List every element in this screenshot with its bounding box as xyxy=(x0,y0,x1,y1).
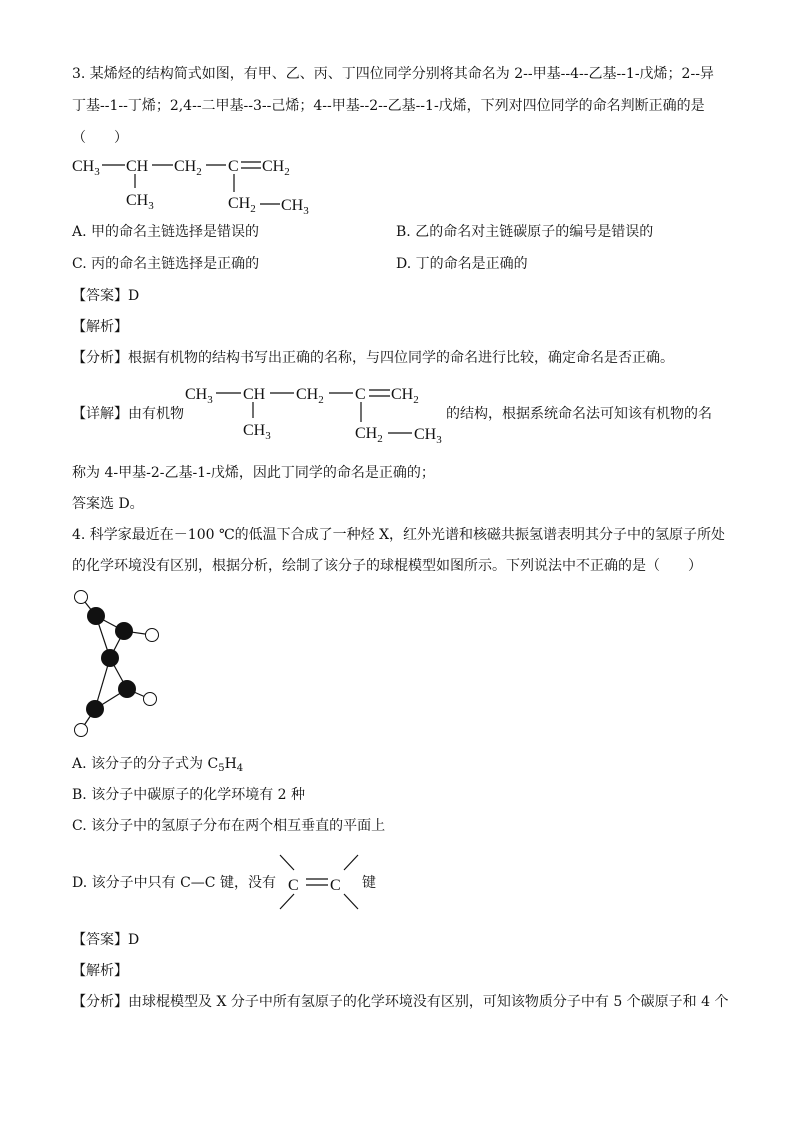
q3-structure-formula xyxy=(70,150,320,220)
svg-text:C: C xyxy=(355,386,366,403)
c-atom-2 xyxy=(115,622,133,640)
q3-struct-ch2-b: $CH_2$ xyxy=(228,195,256,215)
q3-option-c: C. 丙的命名主链选择是正确的 xyxy=(72,256,260,272)
q3-option-b: B. 乙的命名对主链碳原子的编号是错误的 xyxy=(396,224,654,240)
svg-text:CH3: $CH_3$ xyxy=(185,386,213,406)
q3-answer: 【答案】D xyxy=(72,288,140,304)
q4-ball-stick-model xyxy=(65,585,175,745)
q3-struct-ch: CH xyxy=(126,158,149,175)
q4-double-bond-symbol xyxy=(274,852,364,912)
q3-struct-c: C xyxy=(228,158,239,175)
q4-stem-line2: 的化学环境没有区别，根据分析，绘制了该分子的球棍模型如图所示。下列说法中不正确的是（ ） xyxy=(72,558,702,574)
q4-option-d-suffix: 键 xyxy=(362,875,376,891)
q4-stem-line1: 4. 科学家最近在－100 ℃的低温下合成了一种烃 X，红外光谱和核磁共振氢谱表明其分子中的氢原子所处 xyxy=(72,527,726,543)
c-atom-3 xyxy=(118,680,136,698)
q4-option-c: C. 该分子中的氢原子分布在两个相互垂直的平面上 xyxy=(72,818,386,834)
q3-analysis-heading: 【解析】 xyxy=(72,319,128,335)
c-atom-1 xyxy=(87,607,105,625)
c-atom-center xyxy=(101,649,119,667)
q3-detail-line2: 称为 4-甲基-2-乙基-1-戊烯，因此丁同学的命名是正确的； xyxy=(72,465,435,481)
q3-stem-line3: （ ） xyxy=(72,130,128,146)
svg-text:CH3: $CH_3$ xyxy=(243,422,271,442)
q3-detail-prefix: 【详解】由有机物 xyxy=(72,406,184,422)
q4-analysis-heading: 【解析】 xyxy=(72,963,128,979)
q3-stem-line1: 3. 某烯烃的结构简式如图，有甲、乙、丙、丁四位同学分别将其命名为 2--甲基--4--乙基--1-戊烯；2--异 xyxy=(72,66,714,82)
q3-struct-ch3-b: $CH_3$ xyxy=(126,192,154,212)
svg-text:CH: CH xyxy=(243,386,266,403)
q3-detail-suffix: 的结构，根据系统命名法可知该有机物的名 xyxy=(446,406,712,422)
q3-analysis: 【分析】根据有机物的结构书写出正确的名称，与四位同学的命名进行比较，确定命名是否正确。 xyxy=(72,350,674,366)
svg-text:CH2: $CH_2$ xyxy=(391,386,419,406)
q4-option-a: A. 该分子的分子式为 $C_5H_4$ xyxy=(72,756,244,774)
q3-detail-line3: 答案选 D。 xyxy=(72,496,144,512)
q3-struct-ch3-c: $CH_3$ xyxy=(281,197,309,217)
c-atom-4 xyxy=(86,700,104,718)
svg-text:CH2: $CH_2$ xyxy=(355,425,383,445)
svg-text:CH2: $CH_2$ xyxy=(296,386,324,406)
h-atom-4 xyxy=(75,724,88,737)
h-atom-2 xyxy=(146,629,159,642)
q4-option-d-prefix: D. 该分子中只有 C—C 键，没有 xyxy=(72,875,276,891)
q4-option-b: B. 该分子中碳原子的化学环境有 2 种 xyxy=(72,787,305,803)
q4-answer: 【答案】D xyxy=(72,932,140,948)
h-atom-3 xyxy=(144,693,157,706)
q3-detail-structure-formula xyxy=(183,378,448,450)
q3-stem-line2: 丁基--1--丁烯；2,4--二甲基--3--己烯；4--甲基--2--乙基--1-戊烯，下列对四位同学的命名判断正确的是 xyxy=(72,98,705,114)
q3-struct-ch2-a: $CH_2$ xyxy=(174,158,202,178)
svg-text:C: C xyxy=(288,877,299,894)
svg-text:CH3: $CH_3$ xyxy=(414,426,442,446)
q4-analysis: 【分析】由球棍模型及 X 分子中所有氢原子的化学环境没有区别，可知该物质分子中有 5 个碳原子和 4 个 xyxy=(72,994,729,1010)
q3-option-d: D. 丁的命名是正确的 xyxy=(396,256,528,272)
q3-struct-ch3-a: $CH_3$ xyxy=(72,158,100,178)
q3-struct-ch2-end: $CH_2$ xyxy=(262,158,290,178)
h-atom-1 xyxy=(75,591,88,604)
svg-text:C: C xyxy=(330,877,341,894)
q3-option-a: A. 甲的命名主链选择是错误的 xyxy=(72,224,260,240)
